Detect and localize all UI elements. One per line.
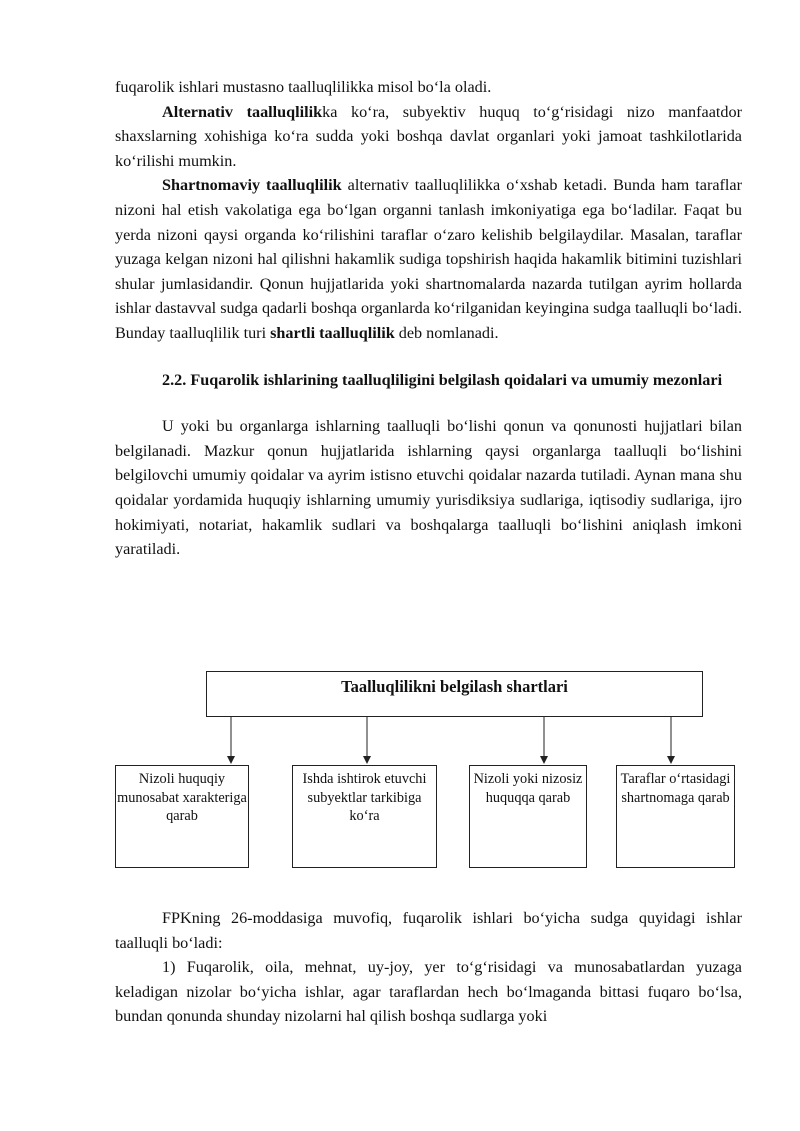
- paragraph-list-item-1: 1) Fuqarolik, oila, mehnat, uy-joy, yer to‘g‘risidagi va munosabatlardan yuzaga keladigan nizolar bo‘yicha ishlar, agar taraflardan hech bo‘lmaganda bittasi fuqaro bo‘lsa, bundan qonunda shunday nizolarni hal qilish boshqa sudlarga yoki: [115, 958, 742, 1026]
- paragraph-intro: fuqarolik ishlari mustasno taalluqlilikka misol bo‘la oladi.: [115, 78, 492, 96]
- paragraph-alternative-text: ka ko‘ra, subyektiv huquq to‘g‘risidagi nizo manfaatdor shaxslarning xohishiga ko‘ra sudda yoki boshqa davlat organlari yoki jamoat tashkilotlarida ko‘rilishi mumkin.: [115, 102, 742, 170]
- paragraph-article-26: FPKning 26-moddasiga muvofiq, fuqarolik ishlari bo‘yicha sudga quyidagi ishlar taalluqli bo‘ladi:: [115, 909, 742, 952]
- diagram-box-dispute: Nizoli yoki nizosiz huquqqa qarab: [469, 765, 587, 868]
- paragraph-contractual-text: alternativ taalluqlilikka o‘xshab ketadi. Bunda ham taraflar nizoni hal etish vakolatiga ega bo‘lgan organni tanlash imkoniyatiga ega bo‘ladilar. Faqat bu yerda nizoni qaysi organda ko‘rilishini taraflar o‘zaro kelishib belgilaydilar. Masalan, taraflar yuzaga kelgan nizoni hal qilishni hakamlik sudiga topshirish haqida hakamlik bitimini tuzishlari shular jumlasidandir. Qonun hujjatlarida yoki shartnomalarda nazarda tutilgan ayrim hollarda ishlar dastavval sudga qadarli boshqa organlarda ko‘rilganidan keyingina sudga taalluqli bo‘ladi. Bunday taalluqlilik turi: [115, 176, 742, 342]
- diagram-box-contract: Taraflar o‘rtasidagi shartnomaga qarab: [616, 765, 735, 868]
- term-contractual: Shartnomaviy taalluqlilik: [162, 176, 342, 195]
- diagram-box-subjects: Ishda ishtirok etuvchi subyektlar tarkibiga ko‘ra: [292, 765, 437, 868]
- paragraph-rules: U yoki bu organlarga ishlarning taalluqli bo‘lishi qonun va qonunosti hujjatlari bilan belgilanadi. Mazkur qonun hujjatlarida ishlarning qaysi organlarga taalluqli bo‘lishini belgilovchi umumiy qoidalar va ayrim istisno etuvchi qoidalar nazarda tutiladi. Aynan mana shu qoidalar yordamida huquqiy ishlarning umumiy yurisdiksiya sudlariga, iqtisodiy sudlariga, ijro hokimiyati, notariat, hakamlik sudlari va boshqalarga taalluqli bo‘lishini aniqlash imkoni yaratiladi.: [115, 417, 742, 559]
- section-heading: 2.2. Fuqarolik ishlarining taalluqliligini belgilash qoidalari va umumiy mezonlari: [162, 370, 723, 389]
- paragraph-contractual-end: deb nomlanadi.: [394, 323, 499, 342]
- paragraph-contractual: [115, 173, 742, 345]
- diagram-box-relation: Nizoli huquqiy munosabat xarakteriga qarab: [115, 765, 249, 868]
- term-alternative: Alternativ taalluqlilik: [162, 102, 323, 121]
- lower-text-block: [115, 906, 742, 1029]
- diagram-title-box: Taalluqlilikni belgilash shartlari: [206, 671, 703, 717]
- term-conditional: shartli taalluqlilik: [270, 323, 395, 342]
- upper-text-block: [115, 75, 742, 562]
- paragraph-alternative: [115, 100, 742, 174]
